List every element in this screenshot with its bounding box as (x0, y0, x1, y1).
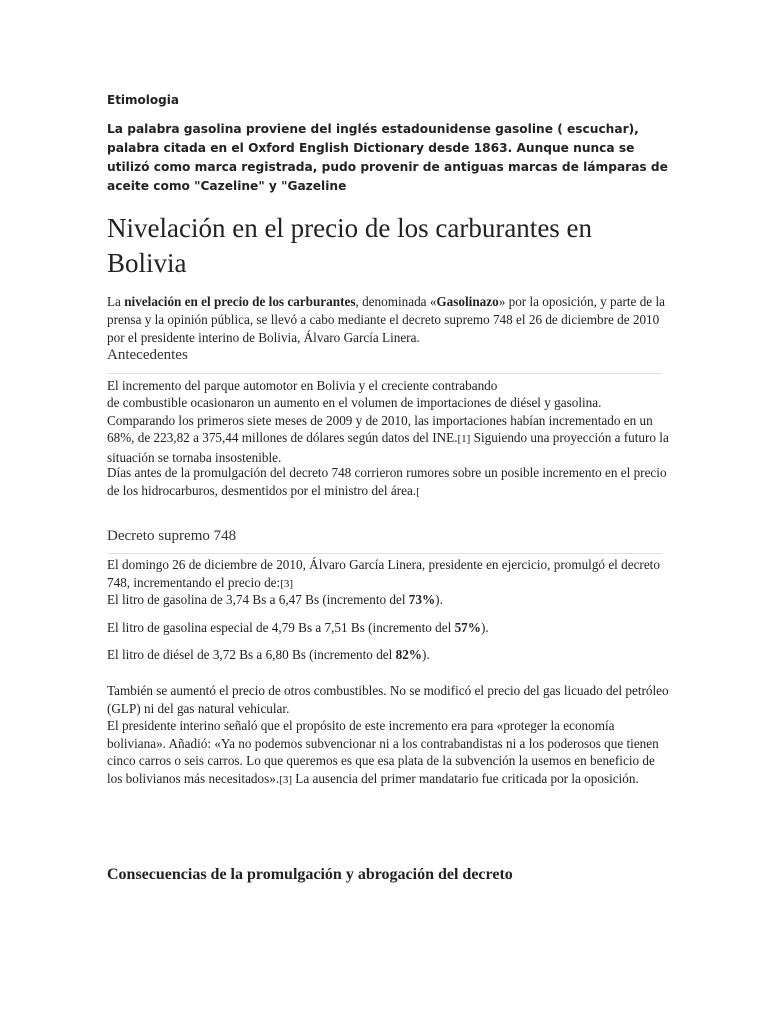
intro-bold-2: Gasolinazo (436, 294, 499, 309)
price-gasolina-pct: 73% (408, 592, 436, 607)
intro-text-3: » por la oposición, y parte de la prensa y la opinión pública, se llevó a cabo mediante el decreto supremo 748 el 26 de diciembre de 2010 por el presidente interino de Bolivia, Álvaro García Linera. (107, 294, 665, 345)
reference-link-1[interactable]: [1] (457, 433, 471, 445)
price-gasolina-text: El litro de gasolina de 3,74 Bs a 6,47 Bs (incremento del (107, 592, 409, 607)
decreto-heading: Decreto supremo 748 (107, 528, 237, 544)
price-gasolina-end: ). (435, 592, 443, 607)
reference-link-4[interactable]: [3] (279, 773, 292, 786)
antecedentes-line-1: El incremento del parque automotor en Bolivia y el creciente contrabando (107, 378, 498, 393)
reference-link-2[interactable]: [ (416, 485, 420, 498)
antecedentes-heading: Antecedentes (107, 347, 188, 363)
decreto-paragraph-1 (107, 556, 672, 593)
price-especial-pct: 57% (454, 620, 481, 635)
price-especial-text: El litro de gasolina especial de 4,79 Bs a 7,51 Bs (incremento del (107, 620, 455, 635)
intro-text-1: La (107, 294, 125, 309)
article-intro (107, 293, 672, 347)
decreto-text-1: El domingo 26 de diciembre de 2010, Álvaro García Linera, presidente en ejercicio, promulgó el decreto 748, incrementando el precio de: (107, 557, 660, 590)
intro-bold-1: nivelación en el precio de los carburantes (124, 294, 356, 309)
antecedentes-text-a: de combustible ocasionaron un aumento en el volumen de importaciones de diésel y gasolina. Comparando los primeros siete meses de 2009 y de 2010, las importaciones habían incrementado en un 68%, de 223,82 a 375,44 millones de dólares según datos del INE. (107, 395, 653, 445)
article-title: Nivelación en el precio de los carburantes en Bolivia (107, 213, 593, 278)
decreto-paragraph-2: También se aumentó el precio de otros combustibles. No se modificó el precio del gas licuado del petróleo (GLP) ni del gas natural vehicular. (107, 683, 669, 716)
price-diesel-end: ). (421, 647, 430, 662)
intro-text-2: , denominada « (355, 294, 437, 309)
antecedentes-paragraph-2 (107, 394, 672, 466)
antecedentes-text-b: Siguiendo una proyección a futuro la situación se tornaba insostenible. (107, 430, 669, 465)
reference-link-3[interactable]: [3] (280, 577, 294, 590)
price-gasolina (107, 591, 672, 609)
antecedentes-text-c: Días antes de la promulgación del decreto 748 corrieron rumores sobre un posible incremento en el precio de los hidrocarburos, desmentidos por el ministro del área. (107, 465, 667, 498)
price-especial-end: ). (480, 620, 489, 635)
price-diesel-text: El litro de diésel de 3,72 Bs a 6,80 Bs (incremento del (107, 647, 396, 662)
etimologia-title: Etimologia (107, 93, 179, 107)
decreto-paragraph-3 (107, 717, 672, 789)
price-diesel-pct: 82% (395, 647, 422, 662)
etimologia-paragraph: La palabra gasolina proviene del inglés estadounidense gasoline ( escuchar), palabra citada en el Oxford English Dictionary desde 1863. Aunque nunca se utilizó como marca registrada, pudo provenir de antiguas marcas de lámparas de aceite como "Cazeline" y "Gazeline (107, 122, 668, 193)
consecuencias-heading: Consecuencias de la promulgación y abrogación del decreto (107, 866, 513, 883)
price-diesel (107, 646, 672, 664)
decreto-divider (107, 553, 662, 554)
price-especial (107, 619, 672, 637)
decreto-text-3a: El presidente interino señaló que el propósito de este incremento era para «proteger la economía boliviana». Añadió: «Ya no podemos subvencionar ni a los contrabandistas ni a los poderosos que tienen cinco carros o seis carros. Lo que queremos es que esa plata de la subvención la usemos en beneficio de los bolivianos más necesitados». (107, 718, 659, 786)
antecedentes-paragraph-3 (107, 464, 672, 501)
decreto-text-3b: La ausencia del primer mandatario fue criticada por la oposición. (291, 770, 639, 786)
antecedentes-divider (107, 373, 662, 374)
